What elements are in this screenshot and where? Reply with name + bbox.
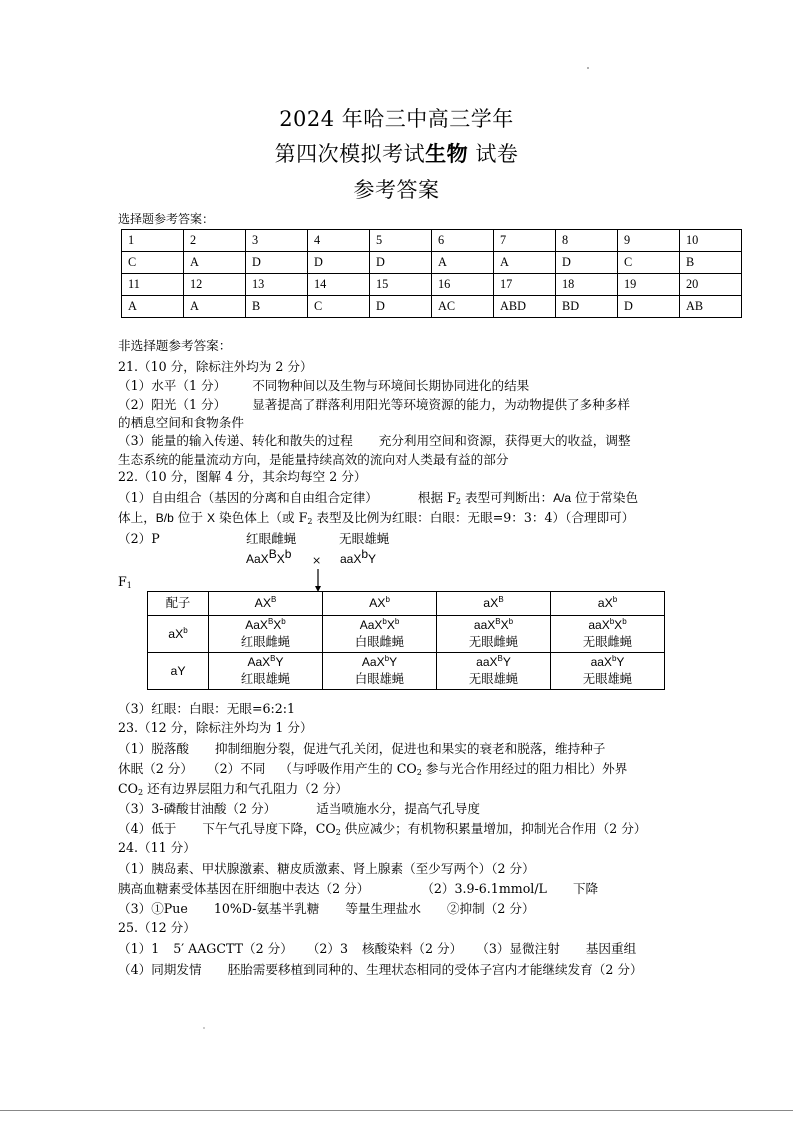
mc-answer: D: [246, 252, 308, 274]
q25-line-1: （1）1 5′ AAGCTT（2 分） （2）3 核酸染料（2 分） （3）显微注射 基因重组: [118, 941, 637, 956]
mc-answer: A: [184, 252, 246, 274]
offspring-genotype: AaX$^b$Y: [361, 654, 398, 669]
speck: [587, 67, 589, 69]
title-line-1: 2024 年哈三中高三学年: [279, 107, 514, 131]
q23-line-1: （1）脱落酸 抑制细胞分裂，促进气孔关闭，促进也和果实的衰老和脱落，维持种子: [118, 741, 606, 756]
mc-question-number: 2: [184, 230, 246, 252]
title-line-2: 第四次模拟考试生物 试卷: [274, 141, 519, 166]
q23-line-3: $CO_2$ 还有边界层阻力和气孔阻力（2 分）: [118, 781, 348, 797]
offspring-phenotype: 无眼雄蝇: [468, 672, 519, 686]
parent-female-phenotype: 红眼雌蝇: [246, 531, 297, 546]
page-bottom-rule: [0, 1110, 793, 1111]
offspring-cell: [209, 653, 323, 690]
male-gamete: aY: [148, 653, 209, 690]
speck: [203, 1027, 205, 1029]
q24-heading: 24.（11 分）: [118, 840, 196, 855]
gamete-header-label: 配子: [148, 592, 209, 616]
female-gamete: $AX^B$: [209, 592, 323, 616]
q24-line-1: （1）胰岛素、甲状腺激素、糖皮质激素、肾上腺素（至少写两个）（2 分）: [118, 861, 535, 876]
q23-line-2: 休眠（2 分） （2）不同 （与呼吸作用产生的 $CO_2$ 参与光合作用经过的阻力相比）外界: [118, 761, 628, 777]
mc-answer: D: [308, 252, 370, 274]
q21-line-3: 的栖息空间和食物条件: [118, 415, 244, 430]
male-gamete: $aX^b$: [148, 616, 209, 653]
mc-question-number: 7: [494, 230, 556, 252]
offspring-genotype: $aaX^BX^b$: [473, 617, 514, 632]
mc-question-number: 14: [308, 274, 370, 296]
mc-answer: ABD: [494, 296, 556, 318]
offspring-genotype: $AaX^bX^b$: [359, 617, 400, 632]
parent-male-phenotype: 无眼雄蝇: [339, 531, 390, 546]
mc-answer-row: [122, 296, 742, 318]
female-gamete: $aX^B$: [437, 592, 551, 616]
mc-answer: A: [432, 252, 494, 274]
q22-result: （3）红眼：白眼：无眼=6:2:1: [118, 701, 296, 716]
mc-question-number: 12: [184, 274, 246, 296]
mc-answer: AB: [680, 296, 742, 318]
q21-line-1: （1）水平（1 分） 不同物种间以及生物与环境间长期协同进化的结果: [118, 378, 530, 393]
mc-answer: A: [184, 296, 246, 318]
cross-symbol: ×: [312, 554, 322, 567]
mc-question-number: 16: [432, 274, 494, 296]
q21-line-2: （2）阳光（1 分） 显著提高了群落利用阳光等环境资源的能力，为动物提供了多种多样: [118, 397, 630, 412]
offspring-cell: [209, 616, 323, 653]
mc-answer: C: [122, 252, 184, 274]
mc-question-number: 15: [370, 274, 432, 296]
mc-answer: BD: [556, 296, 618, 318]
mc-answer: D: [370, 296, 432, 318]
mc-answer: B: [246, 296, 308, 318]
mc-answer-table: [121, 229, 742, 318]
q24-line-3: （3）①Pue 10%D-氨基半乳糖 等量生理盐水 ②抑制（2 分）: [118, 901, 535, 916]
mc-question-number: 19: [618, 274, 680, 296]
title-line-3: 参考答案: [353, 178, 440, 202]
offspring-cell: [551, 653, 665, 690]
mc-number-row: [122, 274, 742, 296]
offspring-phenotype: 红眼雌蝇: [240, 635, 291, 649]
offspring-phenotype: 白眼雄蝇: [354, 672, 405, 686]
f1-punnett-table: [147, 591, 665, 690]
mc-question-number: 9: [618, 230, 680, 252]
mc-answer: D: [618, 296, 680, 318]
q23-line-5: （4）低于 下午气孔导度下降，$CO_2$ 供应减少；有机物积累量增加，抑制光合作用（2 分）: [118, 821, 647, 837]
offspring-cell: [323, 616, 437, 653]
parent-female-genotype: $AaX^BX^b$: [246, 547, 292, 566]
offspring-genotype: $aaX^bX^b$: [588, 617, 627, 632]
offspring-genotype: aaX$^B$Y: [476, 654, 511, 669]
f1-label: $F_1$: [118, 574, 132, 590]
offspring-cell: [437, 653, 551, 690]
q23-line-4: （3）3-磷酸甘油酸（2 分） 适当喷施水分，提高气孔导度: [118, 801, 480, 816]
offspring-cell: [323, 653, 437, 690]
female-gamete: $aX^b$: [551, 592, 665, 616]
nonmc-heading: 非选择题参考答案：: [118, 338, 232, 353]
mc-question-number: 13: [246, 274, 308, 296]
mc-question-number: 18: [556, 274, 618, 296]
offspring-phenotype: 红眼雄蝇: [240, 672, 291, 686]
mc-answer: D: [556, 252, 618, 274]
offspring-phenotype: 无眼雄蝇: [582, 672, 633, 686]
mc-question-number: 20: [680, 274, 742, 296]
q21-heading: 21.（10 分，除标注外均为 2 分）: [118, 359, 313, 374]
mc-question-number: 11: [122, 274, 184, 296]
mc-answer: C: [308, 296, 370, 318]
mc-question-number: 10: [680, 230, 742, 252]
mc-question-number: 8: [556, 230, 618, 252]
mc-question-number: 1: [122, 230, 184, 252]
offspring-phenotype: 白眼雌蝇: [354, 635, 405, 649]
mc-question-number: 4: [308, 230, 370, 252]
offspring-phenotype: 无眼雌蝇: [468, 635, 519, 649]
mc-answer: B: [680, 252, 742, 274]
q22-heading: 22.（10 分，图解 4 分，其余均每空 2 分）: [118, 469, 367, 484]
parent-male-genotype: aaX$^b$Y: [340, 547, 377, 566]
offspring-cell: [551, 616, 665, 653]
q22-line-2: 体上，B/b 位于 X 染色体上（或 $F_2$ 表型及比例为红眼：白眼：无眼=9：3：4）（合理即可）: [118, 510, 635, 526]
gamete-header-row: [148, 592, 665, 616]
female-gamete: $AX^b$: [323, 592, 437, 616]
mc-number-row: [122, 230, 742, 252]
mc-question-number: 5: [370, 230, 432, 252]
cross-arrow-icon: [315, 569, 321, 593]
q21-line-5: 生态系统的能量流动方向，是能量持续高效的流向对人类最有益的部分: [118, 452, 509, 467]
offspring-genotype: AaX$^B$Y: [247, 654, 284, 669]
q24-line-2: 胰高血糖素受体基因在肝细胞中表达（2 分） （2）3.9-6.1mmol/L 下降: [118, 881, 599, 896]
q25-heading: 25.（12 分）: [118, 920, 196, 935]
offspring-genotype: aaX$^b$Y: [590, 654, 625, 669]
offspring-genotype: $AaX^BX^b$: [245, 617, 286, 632]
offspring-row: [148, 616, 665, 653]
q25-line-2: （4）同期发情 胚胎需要移植到同种的、生理状态相同的受体子宫内才能继续发育（2 分）: [118, 962, 643, 977]
mc-answer: C: [618, 252, 680, 274]
offspring-row: [148, 653, 665, 690]
mc-answer-row: [122, 252, 742, 274]
offspring-phenotype: 无眼雌蝇: [582, 635, 633, 649]
mc-answer: A: [122, 296, 184, 318]
offspring-cell: [437, 616, 551, 653]
q22-line-1: （1）自由组合（基因的分离和自由组合定律） 根据 $F_2$ 表型可判断出：A/a 位于常染色: [118, 490, 639, 506]
q22-p-label: （2）P: [118, 531, 160, 546]
mc-question-number: 17: [494, 274, 556, 296]
mc-heading: 选择题参考答案：: [118, 212, 215, 226]
q23-heading: 23.（12 分，除标注外均为 1 分）: [118, 720, 313, 735]
mc-question-number: 3: [246, 230, 308, 252]
mc-answer: A: [494, 252, 556, 274]
mc-question-number: 6: [432, 230, 494, 252]
mc-answer: D: [370, 252, 432, 274]
mc-answer: AC: [432, 296, 494, 318]
q21-line-4: （3）能量的输入传递、转化和散失的过程 充分利用空间和资源，获得更大的收益，调整: [118, 433, 631, 448]
